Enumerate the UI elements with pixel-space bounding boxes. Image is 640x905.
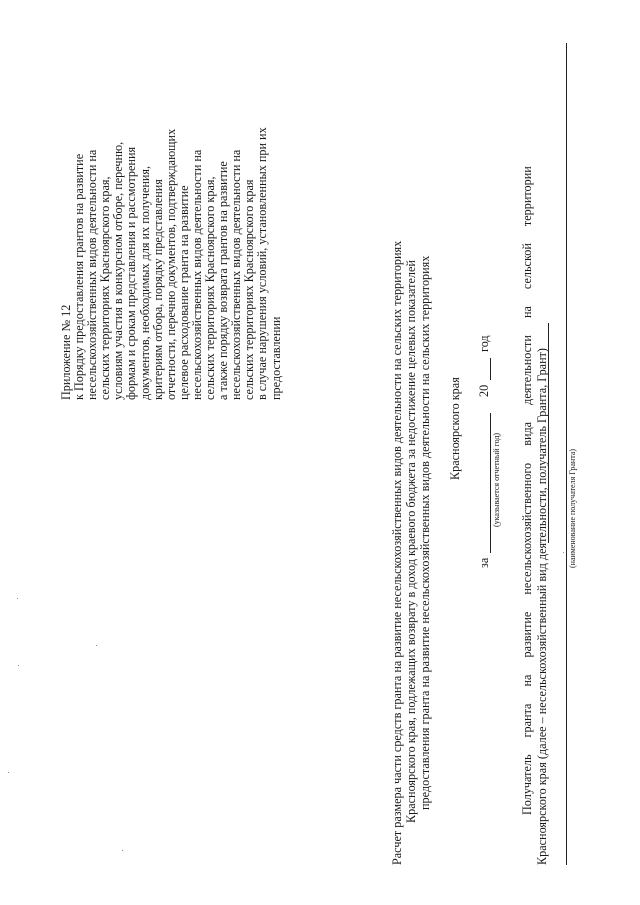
appendix-line: а также порядку возврата грантов на развитие xyxy=(216,161,231,400)
period-prefix: за xyxy=(477,557,491,568)
appendix-line: несельскохозяйственных видов деятельности на xyxy=(85,149,100,400)
year-prefix: 20 xyxy=(477,384,491,397)
title-line: Красноярского края, подлежащих возврату в доход краевого бюджета за недостижение целевых показателей xyxy=(404,260,418,823)
appendix-line: несельскохозяйственных видов деятельности на xyxy=(189,149,204,400)
appendix-line: сельских территориях Красноярского края xyxy=(242,179,257,400)
recipient-name-hint: (наименование получателя Гранта) xyxy=(568,448,577,568)
reporting-year-hint: (указывается отчетный год) xyxy=(492,432,501,527)
reporting-year-field[interactable] xyxy=(490,413,491,553)
appendix-line: несельскохозяйственных видов деятельности на xyxy=(229,149,244,400)
appendix-line: документов, необходимых для их получения, xyxy=(137,165,152,400)
appendix-line: целевое расходование гранта на развитие xyxy=(176,185,191,400)
year-word: год xyxy=(477,335,491,352)
appendix-line: критериям отбора, порядку представления xyxy=(150,179,165,400)
title-line: предоставления гранта на развитие несельскохозяйственных видов деятельности на сельских территориях xyxy=(418,255,432,810)
appendix-line: формам и срокам представления и рассмотрения xyxy=(124,146,139,400)
appendix-header xyxy=(60,70,283,400)
year-suffix-field[interactable] xyxy=(490,358,491,380)
appendix-line: предоставлении xyxy=(268,316,283,400)
appendix-line: условиям участия в конкурсном отборе, перечню, xyxy=(111,141,126,400)
appendix-line: в случае нарушения условий, установленных при их xyxy=(255,127,270,400)
recipient-name-field[interactable] xyxy=(566,43,567,865)
title-line: Расчет размера части средств гранта на развитие несельскохозяйственных видов деятельности на сельских территориях xyxy=(390,240,404,865)
appendix-line: отчетности, перечню документов, подтверждающих xyxy=(163,128,178,400)
recipient-name-tail-field[interactable] xyxy=(548,323,549,543)
recipient-line: Получатель гранта на развитие несельскохозяйственного вида деятельности на сельской территории xyxy=(520,166,534,815)
appendix-line: Приложение № 12 xyxy=(59,304,73,400)
appendix-line: сельских территориях Красноярского края, xyxy=(203,176,218,400)
appendix-line: к Порядку предоставления грантов на развитие xyxy=(72,153,87,400)
title-line: Красноярского края xyxy=(448,377,462,480)
appendix-line: сельских территориях Красноярского края, xyxy=(98,176,113,400)
recipient-line: Красноярского края (далее – несельскохозяйственный вид деятельности, получатель Гранта, Грант) xyxy=(535,348,549,865)
